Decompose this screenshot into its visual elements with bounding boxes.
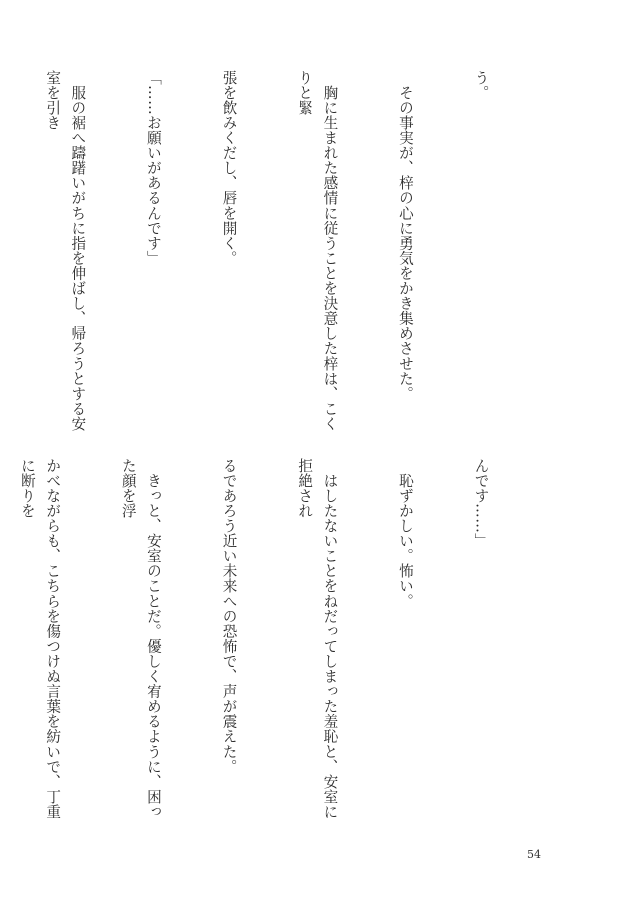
text-line: はしたないことをねだってしまった羞恥と、安室に拒絶され <box>296 458 339 820</box>
text-line: 胸に生まれた感情に従うことを決意した梓は、こくりと緊 <box>296 70 339 432</box>
text-line: んです……」 <box>472 458 490 549</box>
text-line: その事実が、梓の心に勇気をかき集めさせた。 <box>396 70 414 402</box>
text-line: う。 <box>472 70 490 101</box>
text-line: 服の裾へ躊躇いがちに指を伸ばし、帰ろうとする安室を引き <box>44 70 87 432</box>
lower-text-block <box>18 458 544 824</box>
text-line: 「……お願いがあるんです」 <box>144 70 162 266</box>
upper-text-block <box>44 70 544 440</box>
text-line: かべながらも、こちらを傷つけぬ言葉を紡いで、丁重に断りを <box>18 458 62 820</box>
text-line: 張を飲みくだし、唇を開く。 <box>220 70 238 266</box>
text-line: 恥ずかしい。怖い。 <box>396 458 414 609</box>
page-number: 54 <box>527 848 541 861</box>
text-line: るであろう近い未来への恐怖で、声が震えた。 <box>220 458 238 775</box>
text-line: きっと、安室のことだ。優しく宥めるように、困った顔を浮 <box>119 458 162 820</box>
